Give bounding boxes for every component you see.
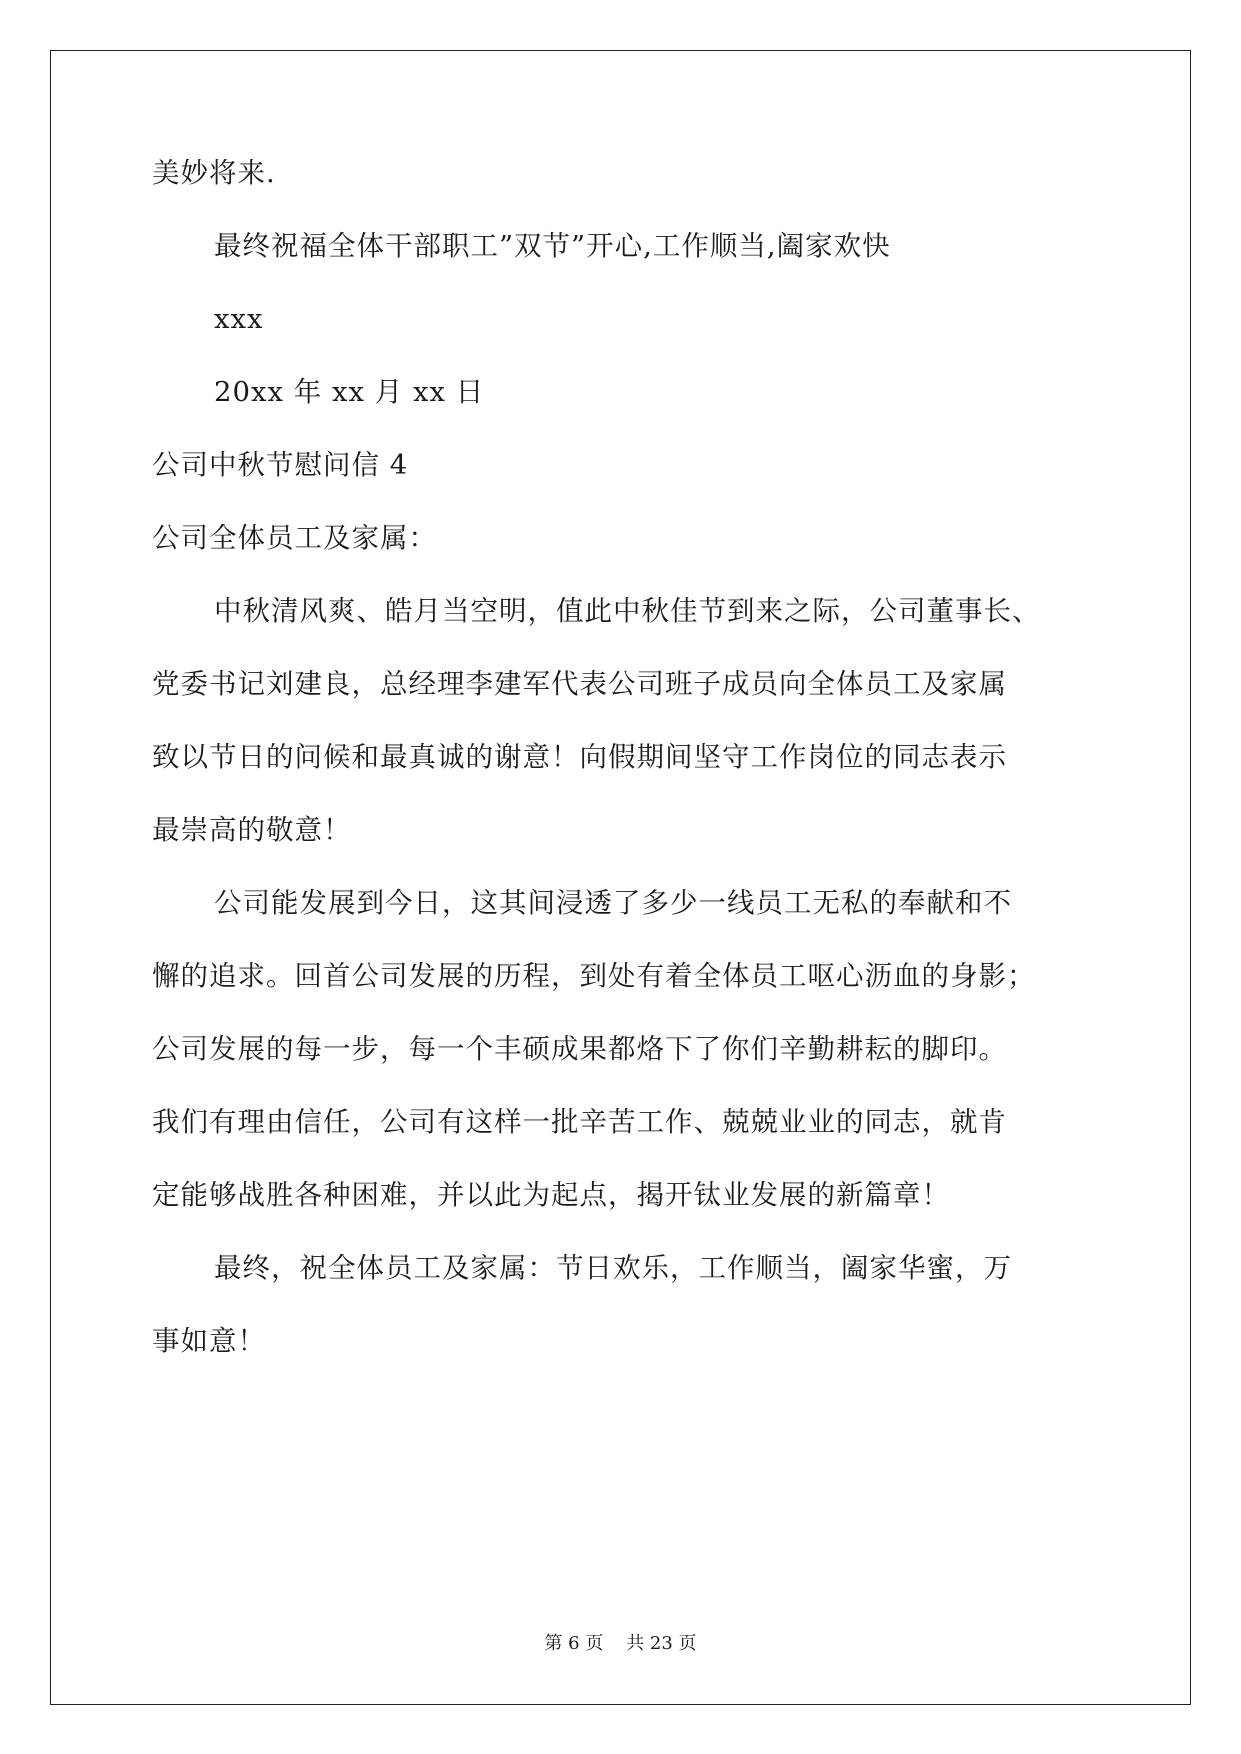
text-line: 公司发展的每一步，每一个丰硕成果都烙下了你们辛勤耕耘的脚印。 xyxy=(152,1033,1007,1065)
text-line: 事如意！ xyxy=(152,1325,266,1357)
text-line: 定能够战胜各种困难，并以此为起点，揭开钛业发展的新篇章！ xyxy=(152,1179,950,1211)
page-number: 第 6 页 共 23 页 xyxy=(544,1633,697,1654)
text-line: 公司能发展到今日，这其间浸透了多少一线员工无私的奉献和不 xyxy=(214,887,1012,919)
signature-name: xxx xyxy=(214,303,264,335)
page-border xyxy=(50,50,1191,1705)
text-line: 我们有理由信任，公司有这样一批辛苦工作、兢兢业业的同志，就肯 xyxy=(152,1106,1007,1138)
text-line: 最终祝福全体干部职工”双节”开心,工作顺当,阖家欢快 xyxy=(214,230,891,262)
signature-date: 20xx 年 xx 月 xx 日 xyxy=(214,376,485,408)
text-line: 最终，祝全体员工及家属：节日欢乐，工作顺当，阖家华蜜，万 xyxy=(214,1252,1012,1284)
section-heading: 公司中秋节慰问信 4 xyxy=(152,449,409,481)
text-line: 致以节日的问候和最真诚的谢意！向假期间坚守工作岗位的同志表示 xyxy=(152,741,1007,773)
text-line: 中秋清风爽、皓月当空明，值此中秋佳节到来之际，公司董事长、 xyxy=(214,595,1041,627)
text-line: 党委书记刘建良，总经理李建军代表公司班子成员向全体员工及家属 xyxy=(152,668,1007,700)
text-line: 懈的追求。回首公司发展的历程，到处有着全体员工呕心沥血的身影； xyxy=(152,960,1036,992)
text-line: 最崇高的敬意！ xyxy=(152,814,352,846)
salutation: 公司全体员工及家属： xyxy=(152,522,437,554)
text-line: 美妙将来. xyxy=(152,157,276,189)
